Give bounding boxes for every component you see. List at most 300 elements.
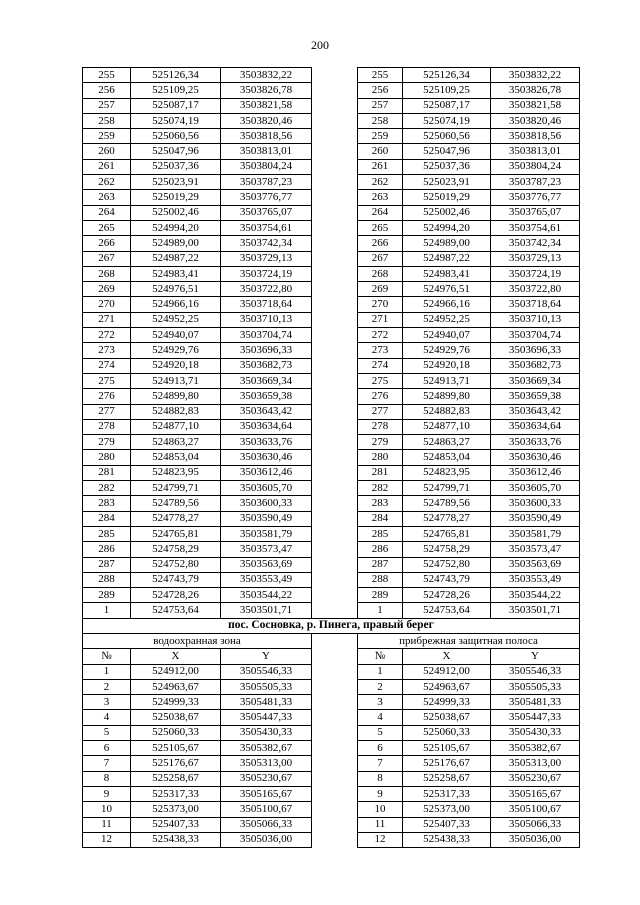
left-point-number-cell: 282 [83,481,131,496]
right-x-coordinate-cell: 525060,33 [403,725,491,740]
right-x-coordinate-cell: 524940,07 [403,328,491,343]
table-row [83,435,580,450]
left-x-coordinate-cell: 524952,25 [131,312,221,327]
left-x-coordinate-cell: 524823,95 [131,465,221,480]
column-gap [312,297,358,312]
right-x-coordinate-cell: 525074,19 [403,113,491,128]
right-y-coordinate-cell: 3505165,67 [491,786,580,801]
right-point-number-cell: 259 [358,129,403,144]
right-x-coordinate-cell: 524913,71 [403,373,491,388]
table-row [83,373,580,388]
right-point-number-cell: 285 [358,526,403,541]
right-x-coordinate-cell: 524912,00 [403,664,491,679]
right-point-number-cell: 268 [358,266,403,281]
column-gap [312,98,358,113]
left-y-coordinate-cell: 3505430,33 [221,725,312,740]
table-row [83,389,580,404]
column-gap [312,373,358,388]
column-gap [312,588,358,603]
column-gap [312,526,358,541]
left-point-number-cell: 8 [83,771,131,786]
right-y-coordinate-cell: 3503776,77 [491,190,580,205]
left-y-coordinate-cell: 3503821,58 [221,98,312,113]
left-x-coordinate-cell: 525373,00 [131,802,221,817]
left-y-coordinate-cell: 3503787,23 [221,175,312,190]
left-point-number-cell: 269 [83,282,131,297]
table-row [83,695,580,710]
left-x-coordinate-cell: 525047,96 [131,144,221,159]
right-x-coordinate-cell: 525023,91 [403,175,491,190]
right-point-number-cell: 284 [358,511,403,526]
left-x-coordinate-cell: 524999,33 [131,695,221,710]
left-y-coordinate-cell: 3503659,38 [221,389,312,404]
right-x-coordinate-cell: 524758,29 [403,542,491,557]
column-gap [312,328,358,343]
right-point-number-cell: 257 [358,98,403,113]
right-x-coordinate-cell: 525438,33 [403,832,491,847]
right-y-coordinate-cell: 3505505,33 [491,679,580,694]
table-row [83,343,580,358]
table-row [83,771,580,786]
table-row [83,251,580,266]
left-point-number-cell: 10 [83,802,131,817]
right-x-coordinate-cell: 524983,41 [403,266,491,281]
left-x-coordinate-cell: 524913,71 [131,373,221,388]
right-y-coordinate-cell: 3505313,00 [491,756,580,771]
left-x-coordinate-cell: 524863,27 [131,435,221,450]
left-point-number-cell: 289 [83,588,131,603]
table-row [83,786,580,801]
column-gap [312,649,358,664]
right-y-coordinate-cell: 3503612,46 [491,465,580,480]
left-point-number-cell: 255 [83,68,131,83]
right-point-number-cell: 2 [358,679,403,694]
table-row [83,68,580,83]
right-y-coordinate-cell: 3503724,19 [491,266,580,281]
left-point-number-cell: 6 [83,741,131,756]
right-point-number-cell: 270 [358,297,403,312]
right-point-number-cell: 5 [358,725,403,740]
column-gap [312,481,358,496]
left-point-number-cell: 11 [83,817,131,832]
column-gap [312,266,358,281]
right-point-number-cell: 9 [358,786,403,801]
left-y-header: Y [221,649,312,664]
table-row [83,175,580,190]
right-x-coordinate-cell: 525038,67 [403,710,491,725]
left-y-coordinate-cell: 3503605,70 [221,481,312,496]
column-gap [312,603,358,618]
table-row [83,236,580,251]
table-row [83,664,580,679]
left-x-coordinate-cell: 524743,79 [131,572,221,587]
right-y-coordinate-cell: 3503643,42 [491,404,580,419]
left-y-coordinate-cell: 3503581,79 [221,526,312,541]
right-y-coordinate-cell: 3503710,13 [491,312,580,327]
right-point-number-cell: 12 [358,832,403,847]
right-point-number-cell: 288 [358,572,403,587]
right-x-coordinate-cell: 524743,79 [403,572,491,587]
left-y-coordinate-cell: 3503501,71 [221,603,312,618]
table-row [83,450,580,465]
left-y-coordinate-cell: 3503600,33 [221,496,312,511]
left-y-coordinate-cell: 3503729,13 [221,251,312,266]
left-point-number-cell: 283 [83,496,131,511]
right-x-coordinate-cell: 525037,36 [403,159,491,174]
table-row [83,603,580,618]
left-y-coordinate-cell: 3503832,22 [221,68,312,83]
left-x-coordinate-cell: 524987,22 [131,251,221,266]
right-point-number-cell: 269 [358,282,403,297]
right-y-coordinate-cell: 3503722,80 [491,282,580,297]
left-point-number-cell: 277 [83,404,131,419]
table-row [83,725,580,740]
right-x-coordinate-cell: 524823,95 [403,465,491,480]
right-y-coordinate-cell: 3503634,64 [491,419,580,434]
right-x-coordinate-cell: 524882,83 [403,404,491,419]
right-y-coordinate-cell: 3503765,07 [491,205,580,220]
right-y-coordinate-cell: 3503742,34 [491,236,580,251]
right-y-coordinate-cell: 3503553,49 [491,572,580,587]
column-gap [312,144,358,159]
right-y-header: Y [491,649,580,664]
right-point-number-cell: 272 [358,328,403,343]
left-point-number-cell: 272 [83,328,131,343]
table-row [83,572,580,587]
table-row [83,802,580,817]
left-y-coordinate-cell: 3503765,07 [221,205,312,220]
left-y-coordinate-cell: 3503722,80 [221,282,312,297]
table-body [83,68,580,848]
left-y-coordinate-cell: 3503544,22 [221,588,312,603]
left-x-coordinate-cell: 525176,67 [131,756,221,771]
right-y-coordinate-cell: 3503820,46 [491,113,580,128]
right-y-coordinate-cell: 3503818,56 [491,129,580,144]
left-y-coordinate-cell: 3503696,33 [221,343,312,358]
right-y-coordinate-cell: 3505066,33 [491,817,580,832]
left-x-coordinate-cell: 525317,33 [131,786,221,801]
left-point-number-cell: 270 [83,297,131,312]
right-y-coordinate-cell: 3503630,46 [491,450,580,465]
right-point-number-cell: 279 [358,435,403,450]
left-x-coordinate-cell: 525105,67 [131,741,221,756]
table-row [83,526,580,541]
left-x-coordinate-cell: 524899,80 [131,389,221,404]
left-x-coordinate-cell: 525002,46 [131,205,221,220]
column-gap [312,159,358,174]
column-gap [312,68,358,83]
right-point-number-cell: 10 [358,802,403,817]
right-x-coordinate-cell: 524920,18 [403,358,491,373]
right-y-coordinate-cell: 3505230,67 [491,771,580,786]
right-point-number-cell: 282 [358,481,403,496]
left-x-coordinate-cell: 524912,00 [131,664,221,679]
right-x-coordinate-cell: 525373,00 [403,802,491,817]
right-y-coordinate-cell: 3503544,22 [491,588,580,603]
right-x-coordinate-cell: 524765,81 [403,526,491,541]
right-point-number-cell: 11 [358,817,403,832]
left-x-coordinate-cell: 524929,76 [131,343,221,358]
left-y-coordinate-cell: 3503776,77 [221,190,312,205]
right-y-coordinate-cell: 3503787,23 [491,175,580,190]
left-x-coordinate-cell: 525037,36 [131,159,221,174]
left-point-number-cell: 3 [83,695,131,710]
right-point-number-cell: 261 [358,159,403,174]
left-y-coordinate-cell: 3505481,33 [221,695,312,710]
right-x-coordinate-cell: 524877,10 [403,419,491,434]
column-gap [312,633,358,648]
left-x-coordinate-cell: 525407,33 [131,817,221,832]
right-subtitle: прибрежная защитная полоса [358,633,580,648]
right-point-number-cell: 267 [358,251,403,266]
column-gap [312,343,358,358]
right-y-coordinate-cell: 3503718,64 [491,297,580,312]
column-gap [312,251,358,266]
table-row [83,266,580,281]
left-point-number-cell: 274 [83,358,131,373]
left-point-number-cell: 7 [83,756,131,771]
left-point-number-cell: 268 [83,266,131,281]
right-x-coordinate-cell: 525317,33 [403,786,491,801]
left-point-number-cell: 262 [83,175,131,190]
left-x-coordinate-cell: 524789,56 [131,496,221,511]
column-gap [312,725,358,740]
left-y-coordinate-cell: 3503563,69 [221,557,312,572]
right-x-coordinate-cell: 524976,51 [403,282,491,297]
right-y-coordinate-cell: 3503729,13 [491,251,580,266]
left-x-coordinate-cell: 524758,29 [131,542,221,557]
column-gap [312,557,358,572]
column-gap [312,113,358,128]
left-x-coordinate-cell: 524877,10 [131,419,221,434]
right-point-number-cell: 287 [358,557,403,572]
right-x-coordinate-cell: 524929,76 [403,343,491,358]
left-x-coordinate-cell: 524963,67 [131,679,221,694]
right-x-coordinate-cell: 524863,27 [403,435,491,450]
left-point-number-cell: 259 [83,129,131,144]
left-y-coordinate-cell: 3503742,34 [221,236,312,251]
left-y-coordinate-cell: 3505036,00 [221,832,312,847]
right-y-coordinate-cell: 3503563,69 [491,557,580,572]
left-y-coordinate-cell: 3503633,76 [221,435,312,450]
left-point-number-cell: 263 [83,190,131,205]
left-x-coordinate-cell: 525109,25 [131,83,221,98]
left-y-coordinate-cell: 3503612,46 [221,465,312,480]
left-point-number-cell: 258 [83,113,131,128]
left-x-coordinate-cell: 525074,19 [131,113,221,128]
column-gap [312,190,358,205]
left-y-coordinate-cell: 3503718,64 [221,297,312,312]
column-gap [312,832,358,847]
table-row [83,832,580,847]
left-x-coordinate-cell: 524799,71 [131,481,221,496]
left-y-coordinate-cell: 3503643,42 [221,404,312,419]
right-x-coordinate-cell: 525019,29 [403,190,491,205]
left-y-coordinate-cell: 3503813,01 [221,144,312,159]
left-y-coordinate-cell: 3503754,61 [221,220,312,235]
table-row [83,511,580,526]
left-x-coordinate-cell: 524966,16 [131,297,221,312]
right-x-coordinate-cell: 525258,67 [403,771,491,786]
section-title-row [83,618,580,633]
page-number: 200 [311,38,329,52]
left-y-coordinate-cell: 3505066,33 [221,817,312,832]
left-x-coordinate-cell: 524994,20 [131,220,221,235]
right-point-number-cell: 255 [358,68,403,83]
left-y-coordinate-cell: 3505230,67 [221,771,312,786]
column-gap [312,465,358,480]
right-y-coordinate-cell: 3505430,33 [491,725,580,740]
right-y-coordinate-cell: 3503573,47 [491,542,580,557]
left-y-coordinate-cell: 3503630,46 [221,450,312,465]
left-point-number-cell: 285 [83,526,131,541]
column-gap [312,695,358,710]
table-row [83,481,580,496]
right-x-coordinate-cell: 524999,33 [403,695,491,710]
right-y-coordinate-cell: 3503590,49 [491,511,580,526]
right-x-coordinate-cell: 525105,67 [403,741,491,756]
column-gap [312,802,358,817]
left-point-number-cell: 9 [83,786,131,801]
right-x-coordinate-cell: 524728,26 [403,588,491,603]
right-point-number-cell: 265 [358,220,403,235]
table-row [83,557,580,572]
left-point-number-cell: 279 [83,435,131,450]
left-point-number-cell: 281 [83,465,131,480]
coordinates-table [82,67,580,848]
left-y-coordinate-cell: 3503669,34 [221,373,312,388]
left-subtitle: водоохранная зона [83,633,312,648]
column-gap [312,175,358,190]
left-point-number-cell: 275 [83,373,131,388]
subtitle-row [83,633,580,648]
table-row [83,419,580,434]
left-point-number-cell: 276 [83,389,131,404]
table-row [83,297,580,312]
right-point-number-cell: 280 [358,450,403,465]
column-gap [312,205,358,220]
right-point-number-cell: 262 [358,175,403,190]
right-y-coordinate-cell: 3503804,24 [491,159,580,174]
left-point-number-cell: 256 [83,83,131,98]
right-x-coordinate-cell: 524853,04 [403,450,491,465]
section-title: пос. Сосновка, р. Пинега, правый берег [83,618,580,633]
left-y-coordinate-cell: 3503804,24 [221,159,312,174]
table-row [83,220,580,235]
left-x-coordinate-cell: 525023,91 [131,175,221,190]
right-point-number-cell: 289 [358,588,403,603]
column-gap [312,220,358,235]
column-gap [312,450,358,465]
right-x-coordinate-cell: 525176,67 [403,756,491,771]
left-point-number-cell: 271 [83,312,131,327]
right-x-coordinate-cell: 524753,64 [403,603,491,618]
column-gap [312,282,358,297]
right-x-header: X [403,649,491,664]
left-y-coordinate-cell: 3503820,46 [221,113,312,128]
left-point-number-cell: 286 [83,542,131,557]
table-row [83,98,580,113]
right-x-coordinate-cell: 525047,96 [403,144,491,159]
left-x-coordinate-cell: 524765,81 [131,526,221,541]
right-y-coordinate-cell: 3505382,67 [491,741,580,756]
right-y-coordinate-cell: 3503813,01 [491,144,580,159]
right-point-number-cell: 286 [358,542,403,557]
right-y-coordinate-cell: 3505447,33 [491,710,580,725]
left-y-coordinate-cell: 3503704,74 [221,328,312,343]
right-point-number-cell: 1 [358,603,403,618]
left-x-coordinate-cell: 524983,41 [131,266,221,281]
right-x-coordinate-cell: 524989,00 [403,236,491,251]
left-x-header: X [131,649,221,664]
right-point-number-cell: 256 [358,83,403,98]
left-point-number-cell: 273 [83,343,131,358]
left-x-coordinate-cell: 524882,83 [131,404,221,419]
left-x-coordinate-cell: 525019,29 [131,190,221,205]
column-header-row [83,649,580,664]
right-number-header: № [358,649,403,664]
right-point-number-cell: 271 [358,312,403,327]
left-y-coordinate-cell: 3505382,67 [221,741,312,756]
left-point-number-cell: 1 [83,603,131,618]
right-x-coordinate-cell: 525407,33 [403,817,491,832]
left-point-number-cell: 264 [83,205,131,220]
left-x-coordinate-cell: 525060,33 [131,725,221,740]
left-y-coordinate-cell: 3505165,67 [221,786,312,801]
right-point-number-cell: 274 [358,358,403,373]
table-row [83,710,580,725]
right-point-number-cell: 3 [358,695,403,710]
left-x-coordinate-cell: 524989,00 [131,236,221,251]
left-point-number-cell: 288 [83,572,131,587]
left-y-coordinate-cell: 3503573,47 [221,542,312,557]
left-point-number-cell: 4 [83,710,131,725]
right-y-coordinate-cell: 3503704,74 [491,328,580,343]
right-point-number-cell: 273 [358,343,403,358]
left-point-number-cell: 12 [83,832,131,847]
column-gap [312,664,358,679]
column-gap [312,817,358,832]
table-row [83,312,580,327]
right-x-coordinate-cell: 524987,22 [403,251,491,266]
left-y-coordinate-cell: 3505313,00 [221,756,312,771]
left-x-coordinate-cell: 525038,67 [131,710,221,725]
column-gap [312,786,358,801]
left-x-coordinate-cell: 525438,33 [131,832,221,847]
column-gap [312,572,358,587]
left-point-number-cell: 287 [83,557,131,572]
left-x-coordinate-cell: 524752,80 [131,557,221,572]
table-row [83,404,580,419]
right-point-number-cell: 258 [358,113,403,128]
column-gap [312,358,358,373]
left-x-coordinate-cell: 524940,07 [131,328,221,343]
table-row [83,542,580,557]
column-gap [312,679,358,694]
right-point-number-cell: 264 [358,205,403,220]
table-row [83,496,580,511]
right-y-coordinate-cell: 3503501,71 [491,603,580,618]
right-point-number-cell: 277 [358,404,403,419]
right-y-coordinate-cell: 3505036,00 [491,832,580,847]
left-y-coordinate-cell: 3503826,78 [221,83,312,98]
column-gap [312,236,358,251]
left-x-coordinate-cell: 525258,67 [131,771,221,786]
column-gap [312,710,358,725]
right-y-coordinate-cell: 3503696,33 [491,343,580,358]
left-x-coordinate-cell: 524976,51 [131,282,221,297]
right-x-coordinate-cell: 524789,56 [403,496,491,511]
